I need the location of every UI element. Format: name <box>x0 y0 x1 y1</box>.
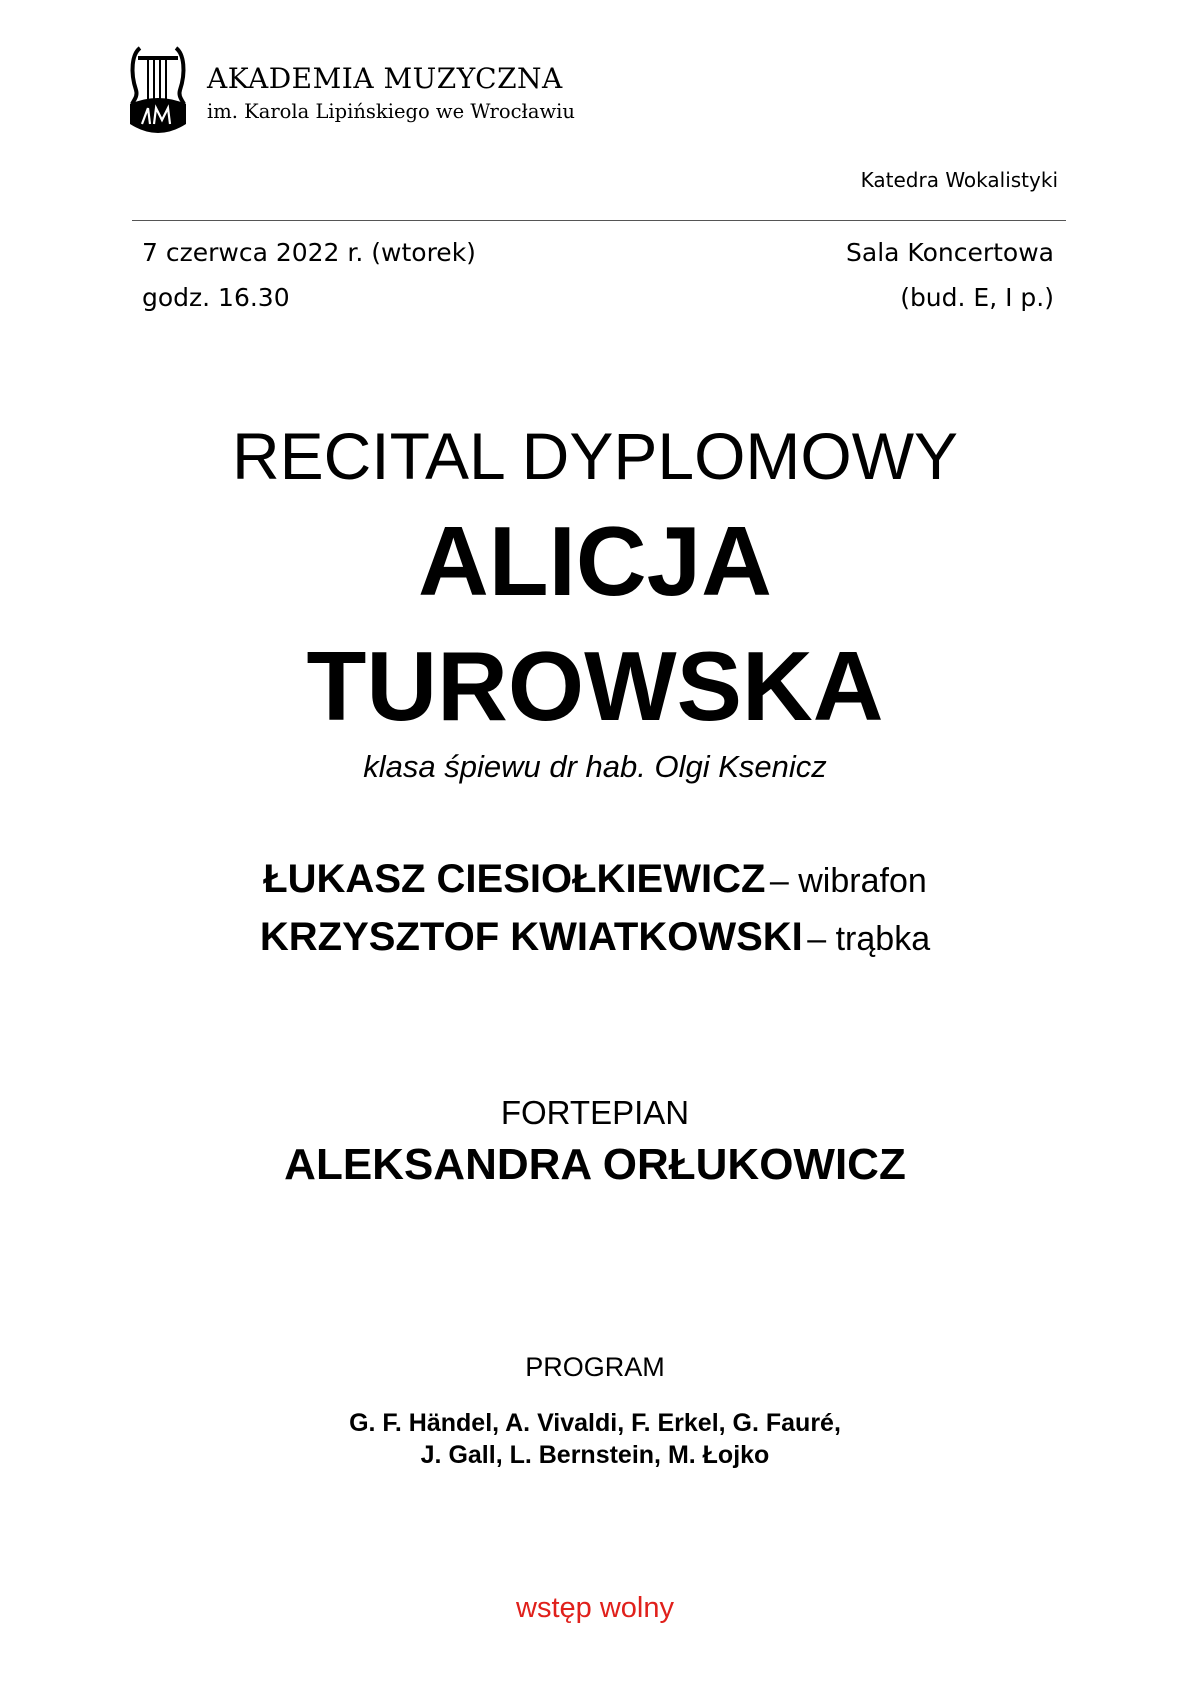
piano-label: FORTEPIAN <box>500 1094 690 1131</box>
voice-class: klasa śpiewu dr hab. Olgi Ksenicz <box>363 749 827 784</box>
performer-last-name: TUROWSKA <box>306 631 884 741</box>
guest-performer-2 <box>0 915 1190 960</box>
department-name: Katedra Wokalistyki <box>860 168 1058 192</box>
guest-performer-name: KRZYSZTOF KWIATKOWSKI <box>259 915 803 959</box>
performer-first-name: ALICJA <box>418 506 772 616</box>
program-label: PROGRAM <box>525 1352 665 1382</box>
guest-performer-instrument: – wibrafon <box>769 862 927 900</box>
recital-title: RECITAL DYPLOMOWY <box>231 419 959 493</box>
pianist-name: ALEKSANDRA ORŁUKOWICZ <box>284 1140 906 1189</box>
event-venue-detail: (bud. E, I p.) <box>900 283 1054 312</box>
institution-name: AKADEMIA MUZYCZNA <box>207 62 563 95</box>
event-time: godz. 16.30 <box>142 283 290 312</box>
admission-note: wstęp wolny <box>516 1592 674 1624</box>
program-composers-line-2: J. Gall, L. Bernstein, M. Łojko <box>420 1441 770 1469</box>
event-date: 7 czerwca 2022 r. (wtorek) <box>142 238 476 267</box>
guest-performer-1 <box>0 857 1190 902</box>
guest-performer-instrument: – trąbka <box>807 920 931 958</box>
guest-performer-name: ŁUKASZ CIESIOŁKIEWICZ <box>263 857 766 901</box>
event-venue: Sala Koncertowa <box>846 238 1054 267</box>
lyre-logo-icon <box>128 44 188 140</box>
program-composers-line-1: G. F. Händel, A. Vivaldi, F. Erkel, G. Fauré, <box>349 1409 841 1437</box>
header-divider <box>132 220 1066 221</box>
institution-subtitle: im. Karola Lipińskiego we Wrocławiu <box>207 100 575 123</box>
